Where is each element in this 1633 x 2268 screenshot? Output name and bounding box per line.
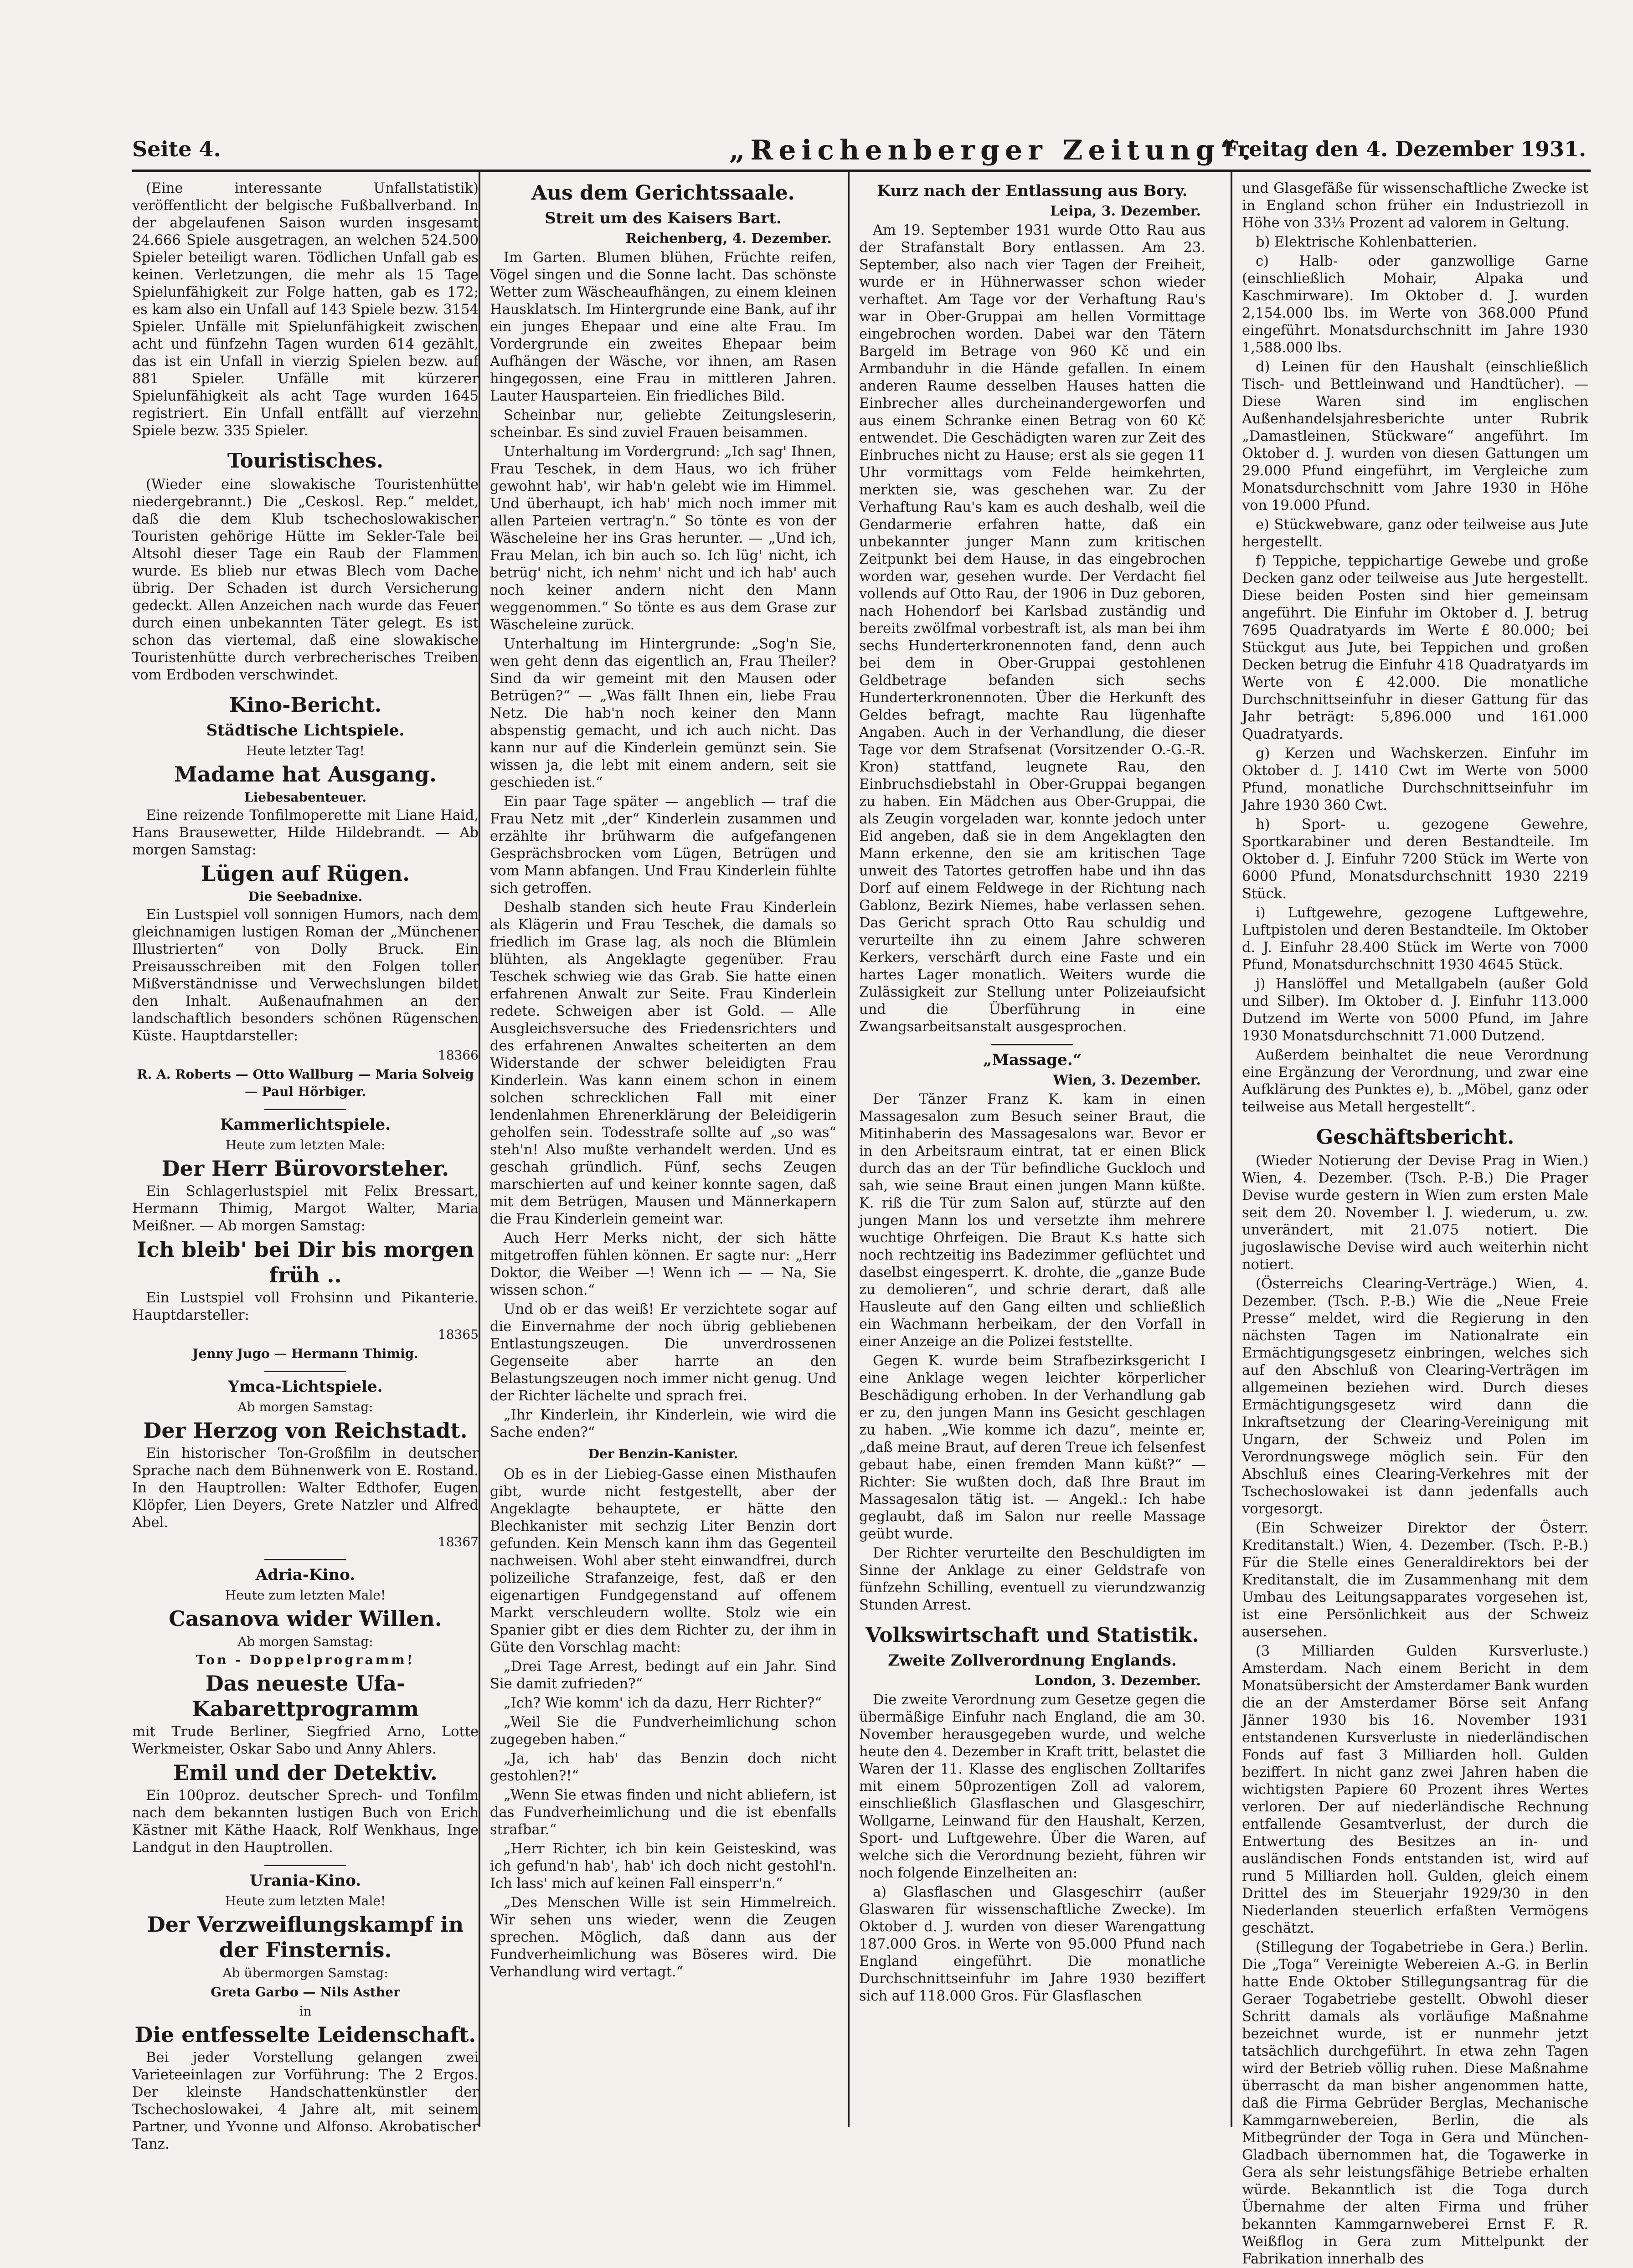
article-paragraph: d) Leinen für den Haushalt (einschließlich Tisch- und Bettleinwand und Handtücher). — Diese Waren sind im englischen Außenhandelsjahresberichte unter Rubrik „Damastleinen, Stückware“ angeführt. Im Oktober d. J. wurden von diesen Gattungen um 29.000 Pfund eingeführt, im Vergleiche zum Monatsdurchschnitt vom Jahre 1930 in Höhe von 19.000 Pfund. (1242, 359, 1588, 514)
article-paragraph: Die zweite Verordnung zum Gesetze gegen die übermäßige Einfuhr nach England, die am 30. November herausgegeben wurde, und welche heute den 4. Dezember in Kraft tritt, belastet die Waren der 11. Klasse des englischen Zolltarifes mit einem 50prozentigen Zoll ad valorem, einschließlich Glasflaschen und Glasgeschirr, Wollgarne, Leinwand für den Haushalt, Kerzen, Sport- und Luftgewehre. Über die Waren, auf welche sich die Verordnung bezieht, führen wir noch folgende Einzelheiten an: (859, 1692, 1205, 1881)
ad-number-row (132, 1533, 479, 1551)
article-headline: „Massage.“ (983, 1051, 1082, 1069)
film-subtitle: Die Seebadnixe. (248, 889, 363, 904)
article-paragraph: Gegen K. wurde beim Strafbezirksgericht I eine Anklage wegen leichter körperlicher Beschädigung erhoben. In der Verhandlung gab er zu, den jungen Mann ins Gesicht geschlagen zu haben. „Wie komme ich dazu“, meinte er, „daß meine Braut, auf deren Treue ich felsenfest gebaut habe, einen fremden Mann küßt?“ — Richter: Sie wußten doch, daß Ihre Braut im Massagesalon tätig ist. — Angekl.: Ich habe geglaubt, daß im Salon nur reelle Massage geübt wurde. (859, 1353, 1205, 1542)
ad-number: 18366 (438, 1048, 479, 1063)
film-title: Ich bleib' bei Dir bis morgen früh .. (136, 1237, 474, 1287)
program-label: Ton - Doppelprogramm! (196, 1652, 415, 1667)
film-description: Ein Lustspiel voll sonnigen Humors, nach dem gleichnamigen lustigen Roman der „Münchener Illustrierten“ von Dolly Bruck. Ein Preisausschreiben mit den Folgen toller Mißverständnisse und Verwechslungen bildet den Inhalt. Außenaufnahmen an der landschaftlich besonders schönen Rügenschen Küste. Hauptdarsteller: (132, 907, 479, 1044)
article-paragraph: i) Luftgewehre, gezogene Luftgewehre, Luftpistolen und deren Bestandteile. Im Oktober d. J. Einfuhr 28.400 Stück im Werte von 7000 Pfund, Monatsdurchschnitt 1930 4645 Stück. (1242, 905, 1588, 973)
cinema-day: Heute letzter Tag! (246, 743, 365, 758)
dateline: Wien, 3. Dezember. (1053, 1072, 1201, 1088)
separator (264, 1559, 346, 1560)
newspaper-title: „Reichenberger Zeitung“. (729, 134, 1257, 166)
article-paragraph: Deshalb standen sich heute Frau Kinderlein als Klägerin und Frau Teschek, die damals so friedlich im Grase lag, als noch die Blümlein blühten, als Angeklagte gegenüber. Frau Teschek schwieg wie das Grab. Sie hatte einen erfahrenen Anwalt zur Seite. Frau Kinderlein redete. Schweigen aber ist Gold. — Alle Ausgleichsversuche des Friedensrichters und des erfahrenen Anwaltes scheiterten an dem Widerstande der schwer beleidigten Frau Kinderlein. Was kann einem schon in einem solchen schrecklichen Fall mit einer lendenlahmen Ehrenerklärung der Beleidigerin geholfen sein. Todesstrafe sollte auf „so was“ steh'n! Also mußte verhandelt werden. Und es geschah gründlich. Fünf, sechs Zeugen marschierten auf und keiner konnte sagen, daß mit dem Betrügen, Mausen und Männerkapern die Frau Kinderlein gemeint war. (490, 900, 836, 1227)
article-paragraph: j) Hanslöffel und Metallgabeln (außer Gold und Silber). Im Oktober d. J. Einfuhr 113.000 Dutzend im Werte von 5000 Pfund, im Jahre 1930 Monatsdurchschnitt 71.000 Dutzend. (1242, 976, 1588, 1044)
article-paragraph: „Des Menschen Wille ist sein Himmelreich. Wir sehen uns wieder, wenn die Zeugen sprechen. Möglich, daß dann aus der Fundverheimlichung was Böseres wird. Die Verhandlung wird vertagt.“ (490, 1895, 836, 1980)
article-paragraph: Ob es in der Liebieg-Gasse einen Misthaufen gibt, wurde nicht festgestellt, aber der Angeklagte behauptete, er hätte den Blechkanister mit sechzig Liter Benzin dort gefunden. Kein Mensch kann ihm das Gegenteil nachweisen. Wohl aber steht einwandfrei, durch polizeiliche Strafanzeige, fest, daß er den eigenartigen Fundgegenstand auf offenem Markt verschleudern wollte. Stolz wie ein Spanier gibt er dies dem Richter zu, der ihm in Güte den Vorschlag macht: (490, 1466, 836, 1656)
film-description: Bei jeder Vorstellung gelangen zwei Varieteeinlagen zur Vorführung: The 2 Ergos. Der kleinste Handschattenkünstler der Tschechoslowakei, 4 Jahre alt, mit seinem Partner, und Yvonne und Alfonso. Akrobatischer Tanz. (132, 2050, 479, 2152)
film-cast: R. A. Roberts — Otto Wallburg — Maria Solveig — Paul Hörbiger. (137, 1067, 474, 1099)
section-heading: Geschäftsbericht. (1316, 1126, 1515, 1149)
article-paragraph: „Wenn Sie etwas finden und nicht abliefern, ist das Fundverheimlichung und die ist ebenfalls strafbar.“ (490, 1787, 836, 1838)
article-paragraph: c) Halb- oder ganzwollige Garne (einschließlich Mohair, Alpaka und Kaschmirware). Im Oktober d. J. wurden 2,154.000 lbs. im Werte von 368.000 Pfund eingeführt. Monatsdurchschnitt im Jahre 1930 1,588.000 lbs. (1242, 253, 1588, 356)
ad-number-row (132, 1047, 479, 1064)
column-2 (490, 180, 836, 2149)
article-paragraph: „Ich? Wie komm' ich da dazu, Herr Richter?“ (504, 1695, 822, 1711)
column-divider (479, 172, 480, 2127)
dateline: London, 3. Dezember. (1035, 1673, 1201, 1689)
film-title: Die entfesselte Leidenschaft. (134, 2022, 476, 2047)
article-paragraph: Unterhaltung im Hintergrunde: „Sog'n Sie, wen geht denn das eigentlich an, Frau Theiler? Sind da wir gemeint mit den Mausen oder Betrügen?“ — „Was fällt Ihnen ein, liebe Frau Netz. Die hab'n noch keiner den Mann abspenstig gemacht, und ich auch nicht. Das kann nur auf die Kinderlein gemünzt sein. Sie wissen ja, die lebt mit einem andern, seit sie geschieden ist.“ (490, 636, 836, 791)
film-in: in (299, 2004, 312, 2019)
article-paragraph: und Glasgefäße für wissenschaftliche Zwecke ist in England schon früher ein Industriezoll in Höhe von 33⅓ Prozent ad valorem in Geltung. (1242, 180, 1588, 231)
article-headline: Zweite Zollverordnung Englands. (888, 1651, 1177, 1670)
article-paragraph: h) Sport- u. gezogene Gewehre, Sportkarabiner und deren Bestandteile. Im Oktober d. J. Einfuhr 7200 Stück im Werte von 6000 Pfund, Monatsdurchschnitt 1930 2219 Stück. (1242, 817, 1588, 902)
article-paragraph: a) Glasflaschen und Glasgeschirr (außer Glaswaren für wissenschaftliche Zwecke). Im Oktober d. J. wurden von dieser Warengattung 187.000 Gros. in Werte von 95.000 Pfund nach England eingeführt. Die monatliche Durchschnittseinfuhr im Jahre 1930 beziffert sich auf 118.000 Gros. Für Glasflaschen (859, 1884, 1205, 2004)
section-heading: Volkswirtschaft und Statistik. (865, 1624, 1199, 1647)
cinema-day: Heute zum letzten Male! (225, 1893, 386, 1908)
film-genre: Liebesabenteuer. (244, 790, 367, 805)
article-paragraph: (Stillegung der Togabetriebe in Gera.) Berlin. Die „Toga“ Vereinigte Webereien A.-G. in Berlin hatte Ende Oktober Stillegungsantrag für die Geraer Togabetriebe gestellt. Obwohl dieser Schritt damals als vorläufige Maßnahme bezeichnet wurde, ist er nunmehr jetzt tatsächlich durchgeführt. In etwa zehn Tagen wird der Betrieb völlig ruhen. Diese Maßnahme überrascht da man bisher angenommen hatte, daß die Firma Gebrüder Berglas, Mechanische Kammgarnwebereien, Berlin, die als Mitbegründer der Toga in Gera und München-Gladbach übernommen hat, die Togawerke in Gera als sehr leistungsfähige Betriebe erhalten würde. Bekanntlich ist die Toga durch Übernahme der alten Firma und früher bekannten Kammgarnweberei Ernst F. R. Weißflog in Gera zum Mittelpunkt der Fabrikation innerhalb des (1242, 1939, 1588, 2267)
article-paragraph: (Wieder eine slowakische Touristenhütte niedergebrannt.) Die „Ceskosl. Rep.“ meldet, daß die dem Klub tschechoslowakischer Touristen gehörige Hütte im Sekler-Tale bei Altsohl dieser Tage ein Raub der Flammen wurde. Es blieb nur etwas Blech vom Dache übrig. Der Schaden ist durch Versicherung gedeckt. Allen Anzeichen nach wurde das Feuer durch einen unbekannten Täter gelegt. Es ist schon das viertemal, daß eine slowakische Touristenhütte durch verbrecherisches Treiben vom Erdboden verschwindet. (132, 477, 479, 683)
article-paragraph: Ein paar Tage später — angeblich — traf die Frau Netz mit „der“ Kinderlein zusammen und erzählte ihr brühwarm die aufgefangenen Gesprächsbrocken vom Lügen, Betrügen und vom Mann abfangen. Und Frau Kinderlein fühlte sich getroffen. (490, 794, 836, 896)
page-number: Seite 4. (132, 137, 221, 161)
article-headline: Der Benzin-Kanister. (588, 1446, 738, 1461)
article-paragraph: e) Stückwebware, ganz oder teilweise aus Jute hergestellt. (1242, 517, 1588, 550)
dateline: Reichenberg, 4. Dezember. (625, 231, 832, 247)
film-description: Ein Lustspiel voll Frohsinn und Pikanterie. Hauptdarsteller: (132, 1290, 479, 1323)
film-title: Emil und der Detektiv. (173, 1760, 438, 1785)
ad-number-row (132, 1326, 479, 1343)
section-heading: Touristisches. (227, 449, 384, 473)
dateline: Leipa, 3. Dezember. (1050, 203, 1201, 219)
article-paragraph: f) Teppiche, teppichartige Gewebe und große Decken ganz oder teilweise aus Jute hergestellt. Diese beiden Posten sind hier gemeinsam angeführt. Die Einfuhr im Oktober d. J. betrug 7695 Quadratyards im Werte £ 80.000; bei Stückgut aus Jute, bei Teppichen und großen Decken betrug die Einfuhr 418 Quadratyards im Werte von £ 42.000. Die monatliche Durchschnittseinfuhr in dieser Gattung für das Jahr beträgt: 5,896.000 und 161.000 Quadratyards. (1242, 553, 1588, 742)
cinema-venue: Kammerlichtspiele. (220, 1116, 391, 1134)
film-title: Der Verzweiflungskampf in der Finsternis. (147, 1912, 464, 1962)
ad-number: 18365 (438, 1327, 479, 1342)
article-paragraph: Im Garten. Blumen blühen, Früchte reifen, Vögel singen und die Sonne lacht. Das schönste Wetter zum Wäscheaufhängen, zu einem kleinen Hausklatsch. Im Hintergrunde eine Bank, auf ihr ein junges Ehepaar und eine alte Frau. Im Vordergrunde ein zweites Ehepaar beim Aufhängen der Wäsche, vor ihnen, am Rasen hingegossen, eine Frau in mittleren Jahren. Lauter Hausparteien. Ein friedliches Bild. (490, 250, 836, 404)
film-title: Lügen auf Rügen. (201, 861, 410, 886)
section-heading: Kino-Bericht. (229, 694, 382, 717)
ad-number: 18367 (438, 1534, 479, 1549)
film-cast: Greta Garbo — Nils Asther (211, 1985, 400, 2000)
separator (991, 1044, 1073, 1045)
cinema-venue: Adria-Kino. (255, 1566, 355, 1584)
film-title: Der Herr Bürovorsteher. (161, 1156, 449, 1181)
article-paragraph: g) Kerzen und Wachskerzen. Einfuhr im Oktober d. J. 1410 Cwt im Werte von 5000 Pfund, monatliche Durchschnittseinfuhr im Jahre 1930 360 Cwt. (1242, 746, 1588, 813)
article-paragraph: „Herr Richter, ich bin kein Geisteskind, was ich gefund'n hab', hab' ich doch nicht gestohl'n. Ich lass' mich auf keinen Fall einsperr'n.“ (490, 1841, 836, 1892)
article-paragraph: „Weil Sie die Fundverheimlichung schon zugegeben haben.“ (490, 1714, 836, 1748)
article-paragraph: (Österreichs Clearing-Verträge.) Wien, 4. Dezember. (Tsch. P.-B.) Wie die „Neue Freie Presse“ meldet, wird die Regierung in den nächsten Tagen im Nationalrate ein Ermächtigungsgesetz einbringen, welches sich auf den Abschluß von Clearing-Verträgen im allgemeinen beziehen wird. Durch dieses Ermächtigungsgesetz wird dann die Inkraftsetzung der Clearing-Vereinigung mit Ungarn, der Schweiz und Polen im Verordnungswege möglich sein. Für den Abschluß eines Clearing-Verkehres mit der Tschechoslowakei ist dann jedenfalls auch vorgesorgt. (1242, 1276, 1588, 1517)
column-1 (132, 180, 479, 2152)
header-rule (132, 170, 1591, 172)
cinema-day: Ab morgen Samstag: (237, 1399, 373, 1414)
page-header (128, 132, 1595, 164)
column-3 (859, 180, 1205, 2149)
article-paragraph: b) Elektrische Kohlenbatterien. (1256, 234, 1477, 250)
issue-date: Freitag den 4. Dezember 1931. (1223, 137, 1586, 161)
film-title: Madame hat Ausgang. (174, 762, 437, 787)
article-paragraph: Am 19. September 1931 wurde Otto Rau aus der Strafanstalt Bory entlassen. Am 23. September, also nach vier Tagen der Freiheit, wurde er in Hühnerwasser schon wieder verhaftet. Am Tage vor der Verhaftung Rau's war in Ober-Gruppai am hellen Vormittage eingebrochen worden. Dabei war den Tätern Bargeld im Betrage von 960 Kč und ein Armbanduhr in die Hände gefallen. In einem anderen Raume desselben Hauses hatten die Einbrecher alles durcheinandergeworfen und aus einem Schranke einen Betrag von 60 Kč entwendet. Die Geschädigten waren zur Zeit des Einbruches nicht zu Hause; erst als sie gegen 11 Uhr vormittags vom Felde heimkehrten, merkten sie, was geschehen war. Zu der Verhaftung Rau's kam es auch deshalb, weil die Gendarmerie erfahren hatte, daß ein unbekannter junger Mann zum kritischen Zeitpunkt bei dem Hause, in das eingebrochen worden war, gesehen wurde. Der Verdacht fiel vollends auf Otto Rau, der 1906 in Duz geboren, nach Hohendorf bei Karlsbad zuständig und bereits zwölfmal vorbestraft ist, als man bei ihm sechs Hunderterkronennoten fand, denn auch bei dem in Ober-Gruppai gestohlenen Geldbetrage befanden sich sechs Hunderterkronennoten. Über die Herkunft des Geldes befragt, machte Rau lügenhafte Angaben. Auch in der Verhandlung, die dieser Tage vor dem Strafsenat (Vorsitzender O.-G.-R. Kron) stattfand, leugnete Rau, den Einbruchsdiebstahl in Ober-Gruppai begangen zu haben. Ein Mädchen aus Ober-Gruppai, die als Zeugin vorgeladen war, konnte jedoch unter Eid angeben, daß sie in dem Angeklagten den Mann erkenne, den sie am kritischen Tage unweit des Tatortes getroffen habe und ihn das Dorf auf einem Feldwege in der Richtung nach Gablonz, Bezirk Niemes, habe verlassen sehen. Das Gericht sprach Otto Rau schuldig und verurteilte ihn zu einem Jahre schweren Kerkers, verschärft durch eine Faste und ein hartes Lager monatlich. Weiters wurde die Zulässigkeit zur Stellung unter Polizeiaufsicht und die Überführung in eine Zwangsarbeitsanstalt ausgesprochen. (859, 222, 1205, 1035)
separator (264, 1865, 346, 1866)
film-description: Ein historischer Ton-Großfilm in deutscher Sprache nach dem Bühnenwerk von E. Rostand. In den Hauptrollen: Walter Edthofer, Eugen Klöpfer, Lien Deyers, Grete Natzler und Alfred Abel. (132, 1445, 479, 1531)
article-paragraph: Und ob er das weiß! Er verzichtete sogar auf die Einvernahme der noch übrig gebliebenen Entlastungszeugen. Die unverdrossenen Gegenseite aber harrte an den Belastungszeugen noch immer nicht genug. Und der Richter lächelte und sprach frei. (490, 1301, 836, 1404)
film-description: mit Trude Berliner, Siegfried Arno, Lotte Werkmeister, Oskar Sabo und Anny Ahlers. (132, 1724, 479, 1757)
article-paragraph: (Wieder Notierung der Devise Prag in Wien.) Wien, 4. Dezember. (Tsch. P.-B.) Die Prager Devise wurde gestern in Wien zum ersten Male seit dem 20. November l. J. wiederum, u. zw. unverändert, mit 21.075 notiert. Die jugoslawische Devise wird auch weiterhin nicht notiert. (1242, 1153, 1588, 1273)
film-description: Ein Schlagerlustspiel mit Felix Bressart, Hermann Thimig, Margot Walter, Maria Meißner. — Ab morgen Samstag: (132, 1183, 479, 1234)
film-description: Eine reizende Tonfilmoperette mit Liane Haid, Hans Brausewetter, Hilde Hildebrandt. — Ab morgen Samstag: (132, 807, 479, 858)
film-cast: Jenny Jugo — Hermann Thimig. (192, 1346, 418, 1361)
separator (264, 1371, 346, 1372)
film-title: Der Herzog von Reichstadt. (143, 1418, 468, 1443)
film-title: Das neueste Ufa-Kabarettprogramm (191, 1671, 419, 1721)
cinema-venue: Ymca-Lichtspiele. (228, 1378, 383, 1396)
article-paragraph: Der Richter verurteilte den Beschuldigten im Sinne der Anklage zu einer Geldstrafe von fünfzehn Schilling, eventuell zu vierundzwanzig Stunden Arrest. (859, 1545, 1205, 1613)
article-paragraph: Außerdem beinhaltet die neue Verordnung eine Ergänzung der Verordnung, und zwar eine Aufklärung des Punktes e), b. „Möbel, ganz oder teilweise aus Metall hergestellt“. (1242, 1047, 1588, 1115)
article-paragraph: „Ihr Kinderlein, ihr Kinderlein, wie wird die Sache enden?“ (490, 1407, 836, 1440)
column-divider (1231, 172, 1232, 2127)
article-headline: Kurz nach der Entlassung aus Bory. (877, 182, 1188, 200)
cinema-venue: Städtische Lichtspiele. (206, 721, 405, 740)
column-4 (1242, 180, 1588, 2267)
film-title: Casanova wider Willen. (169, 1606, 442, 1631)
separator (264, 1109, 346, 1110)
article-paragraph: „Drei Tage Arrest, bedingt auf ein Jahr. Sind Sie damit zufrieden?“ (490, 1659, 836, 1692)
cinema-day: Ab morgen Samstag: (237, 1634, 373, 1649)
cinema-day: Heute zum letzten Male: (225, 1137, 386, 1152)
cinema-venue: Urania-Kino. (249, 1872, 361, 1890)
section-heading: Aus dem Gerichtssaale. (531, 181, 795, 205)
article-headline: Streit um des Kaisers Bart. (545, 209, 782, 227)
article-paragraph: (3 Milliarden Gulden Kursverluste.) Amsterdam. Nach einem Bericht in dem Monatsübersicht der Amsterdamer Bank wurden die an der Amsterdamer Börse seit Anfang Jänner 1930 bis 16. November 1931 entstandenen Kursverluste in niederländischen Fonds auf fast 3 Milliarden holl. Gulden beziffert. In nicht ganz zwei Jahren haben die wichtigsten Papiere 60 Prozent ihres Wertes verloren. Der auf niederländische Rechnung entfallende Gesamtverlust, der durch die Entwertung des Besitzes an in- und ausländischen Fonds entstanden ist, wird auf rund 5 Milliarden holl. Gulden, gleich einem Drittel des im Steuerjahr 1929/30 in den Niederlanden steuerlich erfaßten Vermögens geschätzt. (1242, 1643, 1588, 1936)
article-paragraph: Auch Herr Merks nicht, der sich hätte mitgetroffen fühlen können. Er sagte nur: „Herr Doktor, die Weiber —! Wenn ich — — Na, Sie wissen schon.“ (490, 1230, 836, 1298)
article-paragraph: (Eine interessante Unfallstatistik) veröffentlicht der belgische Fußballverband. In der abgelaufenen Saison wurden insgesamt 24.666 Spiele ausgetragen, an welchen 524.500 Spieler beteiligt waren. Tödlichen Unfall gab es keinen. Verletzungen, die mehr als 15 Tage Spielunfähigkeit zur Folge hatten, gab es 172; es kam also ein Unfall auf 143 Spiele bezw. 3154 Spieler. Unfälle mit Spielunfähigkeit zwischen acht und fünfzehn Tagen wurden 614 gezählt, das ist ein Unfall in vierzig Spielen bezw. auf 881 Spieler. Unfälle mit kürzerer Spielunfähigkeit als acht Tage wurden 1645 registriert. Ein Unfall entfällt auf vierzehn Spiele bezw. 335 Spieler. (132, 180, 479, 439)
article-paragraph: (Ein Schweizer Direktor der Österr. Kreditanstalt.) Wien, 4. Dezember. (Tsch. P.-B.) Für die Stelle eines Generaldirektors bei der Kreditanstalt, die im Zusammenhang mit dem Umbau des Leitungsapparates vorgesehen ist, ist eine Persönlichkeit aus der Schweiz ausersehen. (1242, 1520, 1588, 1640)
article-paragraph: Unterhaltung im Vordergrund: „Ich sag' Ihnen, Frau Teschek, in dem Haus, wo ich früher gewohnt hab', wir hab'n gelebt wie im Himmel. Und überhaupt, ich hab' mich noch immer mit allen Parteien vertrag'n.“ So tönte es von der Wäscheleine her ins Gras herunter. — „Und ich, Frau Melan, ich bin auch so. Ich lüg' nicht, ich betrüg' nicht, ich nehm' nicht und ich hab' auch noch keiner andern nicht den Mann weggenommen.“ So tönte es aus dem Grase zur Wäscheleine zurück. (490, 444, 836, 633)
film-description: Ein 100proz. deutscher Sprech- und Tonfilm nach dem bekannten lustigen Buch von Erich Kästner mit Käthe Haack, Rolf Wenkhaus, Inge Landgut in den Hauptrollen. (132, 1788, 479, 1856)
article-paragraph: Der Tänzer Franz K. kam in einen Massagesalon zum Besuch seiner Braut, die Mitinhaberin des Massagesalons war. Bevor er in den Arbeitsraum eintrat, tat er einen Blick durch das an der Tür befindliche Guckloch und sah, wie seine Braut einen jungen Mann küßte. K. riß die Tür zum Salon auf, stürzte auf den jungen Mann los und versetzte ihm mehrere wuchtige Ohrfeigen. Die Braut K.s hatte sich noch rechtzeitig ins Badezimmer geflüchtet und daselbst eingesperrt. K. drohte, die „ganze Bude zu demolieren“, und schrie derart, daß alle Hausleute auf den Gang eilten und schließlich ein Wachmann herbeikam, der den Vorfall in einer Anzeige an die Polizei feststellte. (859, 1091, 1205, 1350)
cinema-day: Ab übermorgen Samstag: (222, 1965, 388, 1980)
article-paragraph: „Ja, ich hab' das Benzin doch nicht gestohlen?!“ (490, 1751, 836, 1784)
column-divider (848, 172, 850, 2127)
article-paragraph: Scheinbar nur, geliebte Zeitungsleserin, scheinbar. Es sind zuviel Frauen beisammen. (490, 407, 836, 441)
cinema-day: Heute zum letzten Male! (225, 1588, 386, 1603)
